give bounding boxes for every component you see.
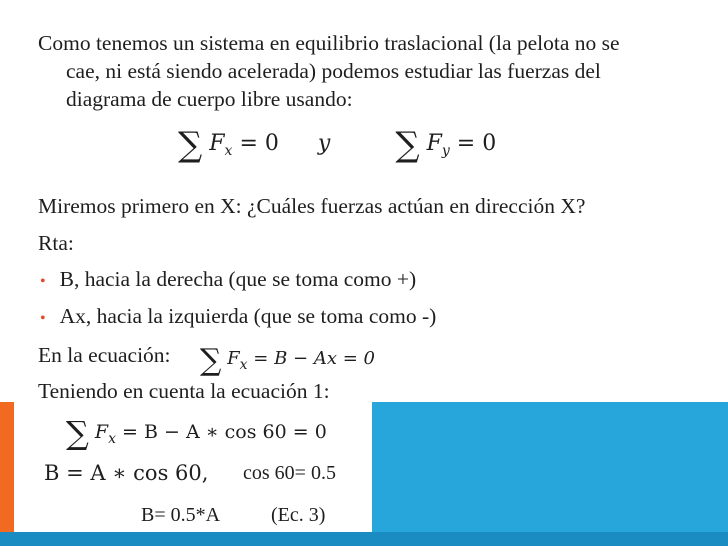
bullet-text: Ax, hacia la izquierda (que se toma como -) (59, 304, 437, 328)
equation-label: En la ecuación: (38, 343, 171, 367)
bullet-text: B, hacia la derecha (que se toma como +) (59, 267, 417, 291)
sigma-symbol: ∑ (200, 343, 222, 378)
fx-letter: F (94, 421, 109, 443)
final-equation: B= 0.5*A (141, 504, 221, 526)
answer-label: Rta: (38, 231, 74, 255)
conjunction-y: y (317, 131, 331, 156)
question-text: Miremos primero en X: ¿Cuáles fuerzas actúan en dirección X? (38, 194, 586, 218)
fx-letter: F (227, 348, 240, 369)
fx-subscript: x (224, 143, 233, 159)
fy-rhs: = 0 (456, 131, 497, 156)
equilibrium-equations (178, 125, 497, 165)
fy-letter: F (426, 131, 442, 156)
paragraph-line-2: cae, ni está siendo acelerada) podemos estudiar las fuerzas del (66, 59, 601, 83)
equation-rhs: = B − Ax = 0 (253, 348, 375, 369)
fx-subscript: x (239, 357, 248, 373)
bullet-icon: • (40, 310, 46, 327)
paragraph-line-1: Como tenemos un sistema en equilibrio traslacional (la pelota no se (38, 31, 620, 55)
bullet-item-2 (40, 303, 436, 332)
orange-accent-bar (0, 402, 14, 546)
sigma-symbol-2: ∑ (395, 125, 420, 165)
fx-rhs: = 0 (239, 131, 279, 156)
bullet-item-1 (40, 266, 416, 295)
sigma-symbol: ∑ (66, 414, 89, 452)
sigma-symbol: ∑ (178, 125, 203, 165)
paragraph-line-3: diagrama de cuerpo libre usando: (66, 87, 353, 111)
fx-letter: F (209, 131, 225, 156)
equation-b-result: B = A ∗ cos 60, (44, 461, 209, 485)
equation-cos (66, 416, 327, 452)
blue-bottom-strip (0, 532, 728, 546)
equation-rhs: = B − A ∗ cos 60 = 0 (122, 421, 327, 443)
fy-subscript: y (441, 143, 450, 159)
teniendo-text: Teniendo en cuenta la ecuación 1: (38, 379, 330, 403)
equation-reference: (Ec. 3) (271, 504, 326, 526)
cos-value-note: cos 60= 0.5 (243, 462, 336, 484)
bullet-icon: • (40, 273, 46, 290)
fx-subscript: x (108, 431, 116, 447)
equation-sum-fx (200, 344, 375, 378)
